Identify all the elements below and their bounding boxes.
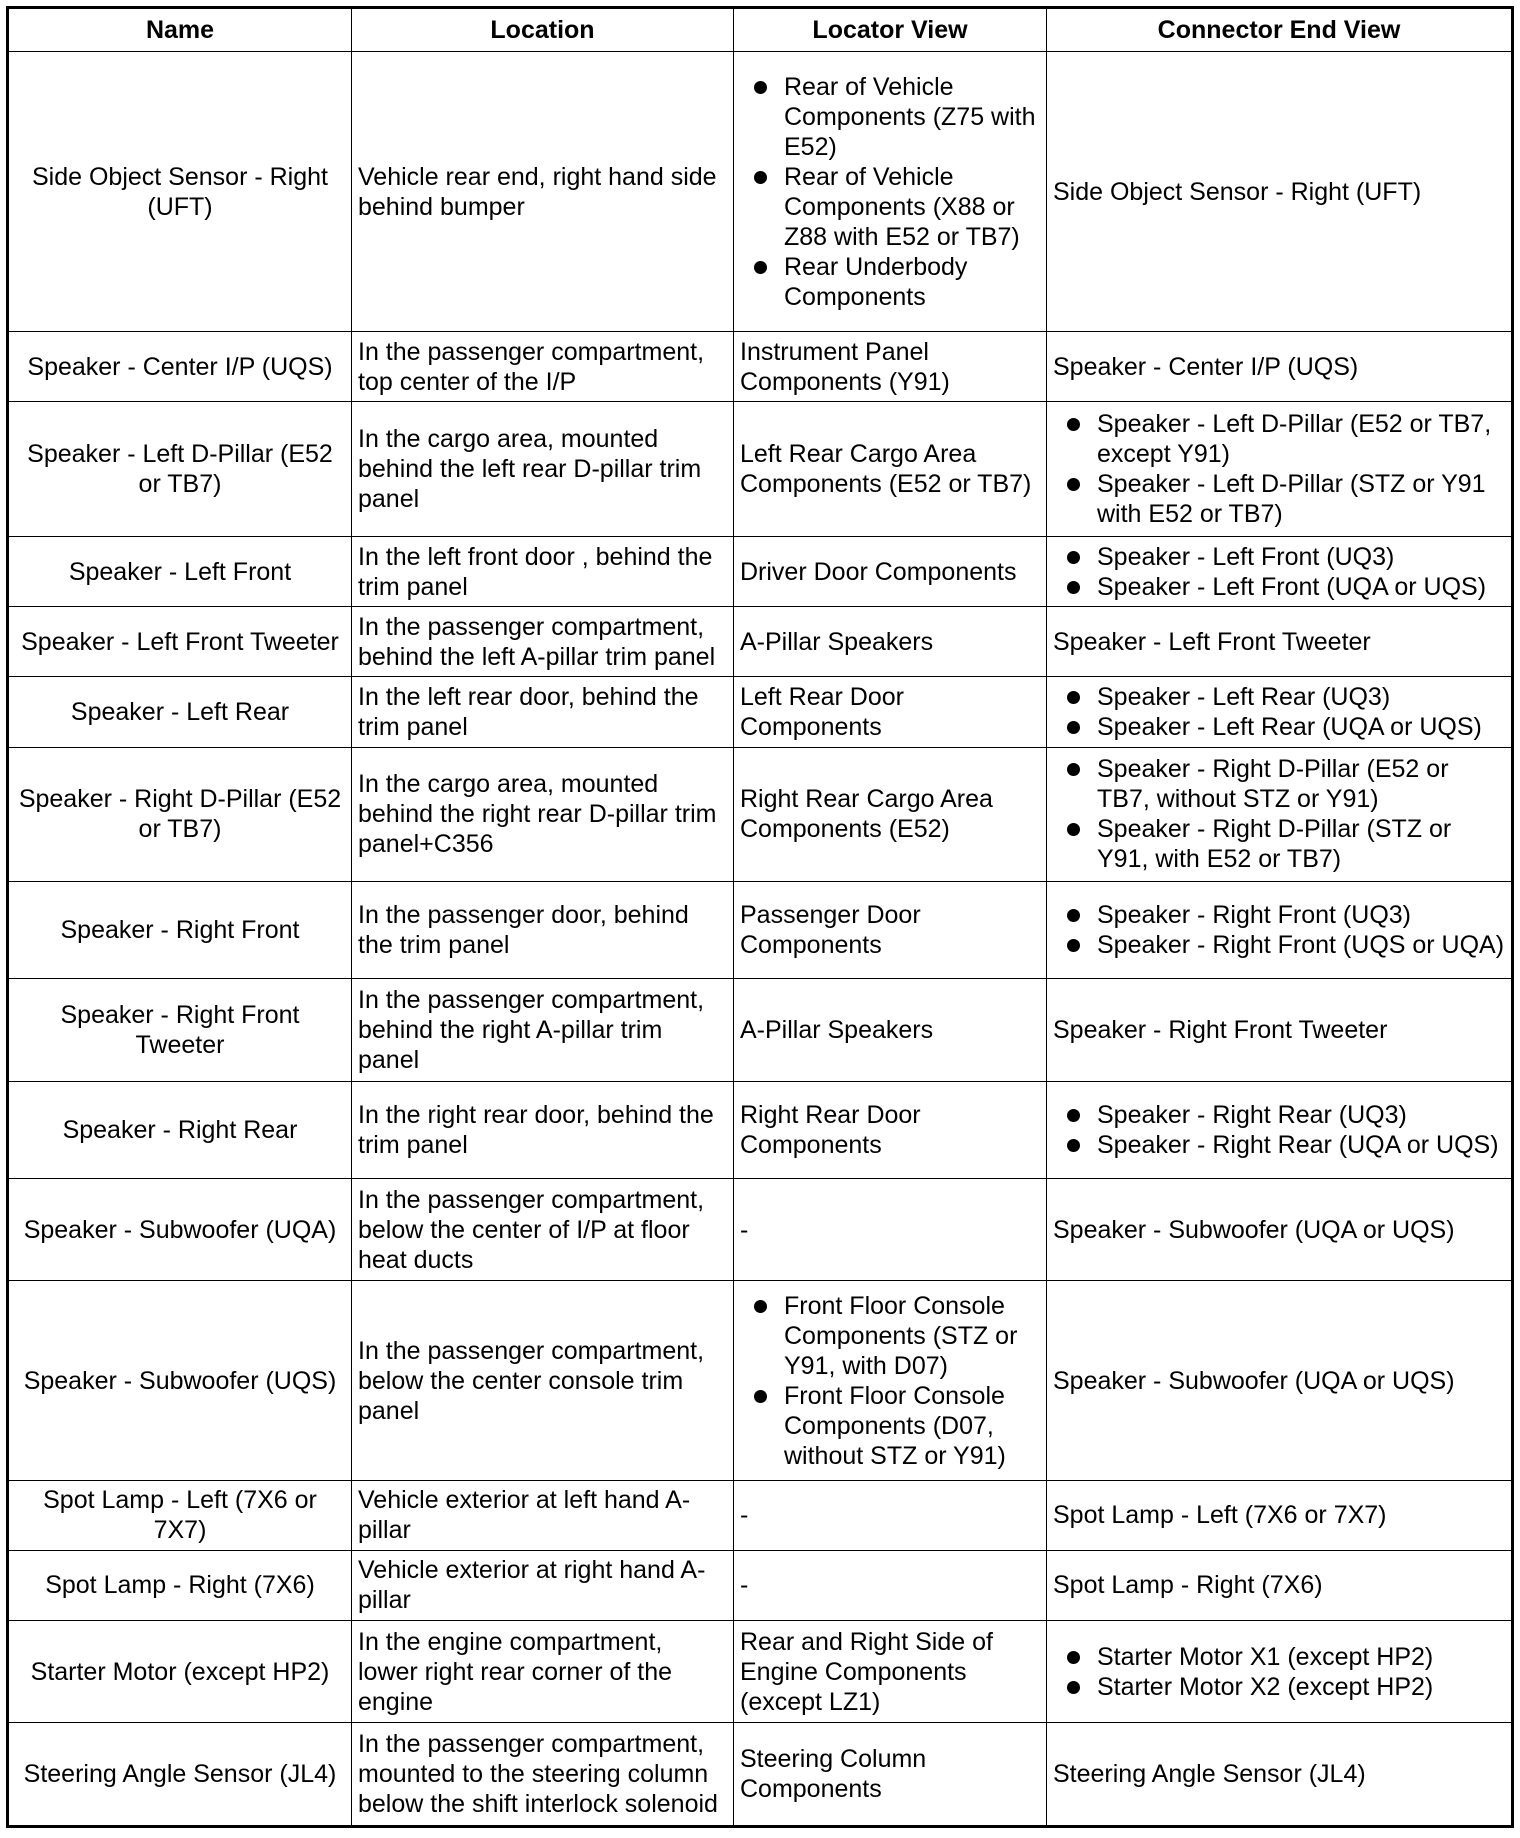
cell-location: In the right rear door, behind the trim panel [352, 1081, 734, 1178]
table-body [8, 52, 1513, 1827]
bullet-item: Speaker - Left Rear (UQ3) [1053, 682, 1505, 712]
bullet-item: Speaker - Right Rear (UQA or UQS) [1053, 1130, 1505, 1160]
cell-location: In the passenger compartment, mounted to the steering column below the shift interlock solenoid [352, 1723, 734, 1827]
cell-location: In the passenger compartment, below the center console trim panel [352, 1281, 734, 1480]
bullet-item: Speaker - Right D-Pillar (E52 or TB7, without STZ or Y91) [1053, 754, 1505, 814]
table-row [8, 1480, 1513, 1550]
cell-connector-end-view: Speaker - Center I/P (UQS) [1047, 332, 1513, 402]
header-location: Location [352, 8, 734, 52]
cell-connector-end-view [1047, 1620, 1513, 1722]
bullet-item: Speaker - Right Front (UQ3) [1053, 900, 1505, 930]
cell-name: Speaker - Left Front Tweeter [8, 607, 352, 677]
cell-name: Spot Lamp - Left (7X6 or 7X7) [8, 1480, 352, 1550]
cell-locator-view: Driver Door Components [734, 537, 1047, 607]
table-row [8, 747, 1513, 882]
cell-name: Spot Lamp - Right (7X6) [8, 1550, 352, 1620]
cell-connector-end-view [1047, 1081, 1513, 1178]
header-connector-end-view: Connector End View [1047, 8, 1513, 52]
cell-locator-view [734, 1281, 1047, 1480]
cell-name: Speaker - Right D-Pillar (E52 or TB7) [8, 747, 352, 882]
cell-name: Steering Angle Sensor (JL4) [8, 1723, 352, 1827]
cell-name: Speaker - Right Rear [8, 1081, 352, 1178]
cell-location: Vehicle rear end, right hand side behind bumper [352, 52, 734, 332]
cell-locator-view: Passenger Door Components [734, 882, 1047, 979]
table-row [8, 1081, 1513, 1178]
cell-name: Speaker - Left D-Pillar (E52 or TB7) [8, 402, 352, 537]
component-location-table [6, 6, 1514, 1828]
cell-locator-view: Right Rear Cargo Area Components (E52) [734, 747, 1047, 882]
cell-connector-end-view: Speaker - Left Front Tweeter [1047, 607, 1513, 677]
bullet-item: Rear Underbody Components [740, 252, 1040, 312]
table-row [8, 607, 1513, 677]
cell-location: In the engine compartment, lower right rear corner of the engine [352, 1620, 734, 1722]
cell-locator-view: - [734, 1480, 1047, 1550]
cell-connector-end-view [1047, 882, 1513, 979]
cell-location: Vehicle exterior at right hand A-pillar [352, 1550, 734, 1620]
cell-connector-end-view: Steering Angle Sensor (JL4) [1047, 1723, 1513, 1827]
bullet-item: Starter Motor X1 (except HP2) [1053, 1642, 1505, 1672]
bullet-item: Front Floor Console Components (D07, without STZ or Y91) [740, 1381, 1040, 1471]
table-row [8, 1178, 1513, 1280]
cell-name: Speaker - Right Front Tweeter [8, 979, 352, 1081]
cell-connector-end-view: Speaker - Right Front Tweeter [1047, 979, 1513, 1081]
bullet-item: Speaker - Left Front (UQ3) [1053, 542, 1505, 572]
cell-connector-end-view: Speaker - Subwoofer (UQA or UQS) [1047, 1281, 1513, 1480]
cell-name: Speaker - Center I/P (UQS) [8, 332, 352, 402]
cell-locator-view [734, 52, 1047, 332]
cell-name: Speaker - Subwoofer (UQA) [8, 1178, 352, 1280]
table-row [8, 402, 1513, 537]
table-row [8, 1281, 1513, 1480]
table-row [8, 332, 1513, 402]
cell-name: Starter Motor (except HP2) [8, 1620, 352, 1722]
cell-locator-view: - [734, 1178, 1047, 1280]
bullet-item: Speaker - Left D-Pillar (E52 or TB7, except Y91) [1053, 409, 1505, 469]
cell-connector-end-view [1047, 677, 1513, 747]
cell-location: In the cargo area, mounted behind the right rear D-pillar trim panel+C356 [352, 747, 734, 882]
cell-connector-end-view [1047, 537, 1513, 607]
cell-locator-view: Right Rear Door Components [734, 1081, 1047, 1178]
cell-location: In the left rear door, behind the trim panel [352, 677, 734, 747]
bullet-list [740, 72, 1040, 312]
cell-location: In the left front door , behind the trim panel [352, 537, 734, 607]
header-name: Name [8, 8, 352, 52]
bullet-item: Speaker - Right Rear (UQ3) [1053, 1100, 1505, 1130]
bullet-list [1053, 542, 1505, 602]
bullet-list [1053, 409, 1505, 529]
cell-locator-view: Left Rear Cargo Area Components (E52 or TB7) [734, 402, 1047, 537]
bullet-list [1053, 900, 1505, 960]
bullet-item: Front Floor Console Components (STZ or Y91, with D07) [740, 1291, 1040, 1381]
cell-locator-view: A-Pillar Speakers [734, 607, 1047, 677]
cell-name: Speaker - Right Front [8, 882, 352, 979]
bullet-item: Speaker - Left Front (UQA or UQS) [1053, 572, 1505, 602]
table-row [8, 1620, 1513, 1722]
cell-connector-end-view [1047, 747, 1513, 882]
bullet-item: Rear of Vehicle Components (Z75 with E52) [740, 72, 1040, 162]
table-row [8, 677, 1513, 747]
bullet-item: Speaker - Right Front (UQS or UQA) [1053, 930, 1505, 960]
bullet-item: Starter Motor X2 (except HP2) [1053, 1672, 1505, 1702]
bullet-list [1053, 1100, 1505, 1160]
bullet-item: Speaker - Right D-Pillar (STZ or Y91, with E52 or TB7) [1053, 814, 1505, 874]
bullet-list [1053, 754, 1505, 874]
bullet-item: Speaker - Left D-Pillar (STZ or Y91 with E52 or TB7) [1053, 469, 1505, 529]
cell-name: Speaker - Subwoofer (UQS) [8, 1281, 352, 1480]
cell-locator-view: Steering Column Components [734, 1723, 1047, 1827]
bullet-list [1053, 682, 1505, 742]
cell-name: Speaker - Left Front [8, 537, 352, 607]
cell-connector-end-view: Spot Lamp - Left (7X6 or 7X7) [1047, 1480, 1513, 1550]
table-row [8, 1550, 1513, 1620]
cell-location: In the passenger compartment, below the center of I/P at floor heat ducts [352, 1178, 734, 1280]
bullet-list [740, 1291, 1040, 1471]
bullet-item: Speaker - Left Rear (UQA or UQS) [1053, 712, 1505, 742]
cell-connector-end-view [1047, 402, 1513, 537]
table-row [8, 537, 1513, 607]
cell-name: Speaker - Left Rear [8, 677, 352, 747]
cell-location: In the passenger compartment, behind the left A-pillar trim panel [352, 607, 734, 677]
header-locator-view: Locator View [734, 8, 1047, 52]
cell-connector-end-view: Speaker - Subwoofer (UQA or UQS) [1047, 1178, 1513, 1280]
header-row [8, 8, 1513, 52]
cell-locator-view: Rear and Right Side of Engine Components (except LZ1) [734, 1620, 1047, 1722]
cell-location: Vehicle exterior at left hand A-pillar [352, 1480, 734, 1550]
cell-locator-view: - [734, 1550, 1047, 1620]
cell-locator-view: Left Rear Door Components [734, 677, 1047, 747]
cell-locator-view: Instrument Panel Components (Y91) [734, 332, 1047, 402]
cell-name: Side Object Sensor - Right (UFT) [8, 52, 352, 332]
cell-location: In the passenger compartment, top center of the I/P [352, 332, 734, 402]
cell-connector-end-view: Spot Lamp - Right (7X6) [1047, 1550, 1513, 1620]
component-locator-document [6, 6, 1511, 1828]
bullet-list [1053, 1642, 1505, 1702]
cell-locator-view: A-Pillar Speakers [734, 979, 1047, 1081]
table-row [8, 979, 1513, 1081]
cell-location: In the passenger door, behind the trim panel [352, 882, 734, 979]
cell-location: In the passenger compartment, behind the right A-pillar trim panel [352, 979, 734, 1081]
bullet-item: Rear of Vehicle Components (X88 or Z88 with E52 or TB7) [740, 162, 1040, 252]
table-row [8, 882, 1513, 979]
table-row [8, 1723, 1513, 1827]
table-row [8, 52, 1513, 332]
cell-location: In the cargo area, mounted behind the left rear D-pillar trim panel [352, 402, 734, 537]
cell-connector-end-view: Side Object Sensor - Right (UFT) [1047, 52, 1513, 332]
